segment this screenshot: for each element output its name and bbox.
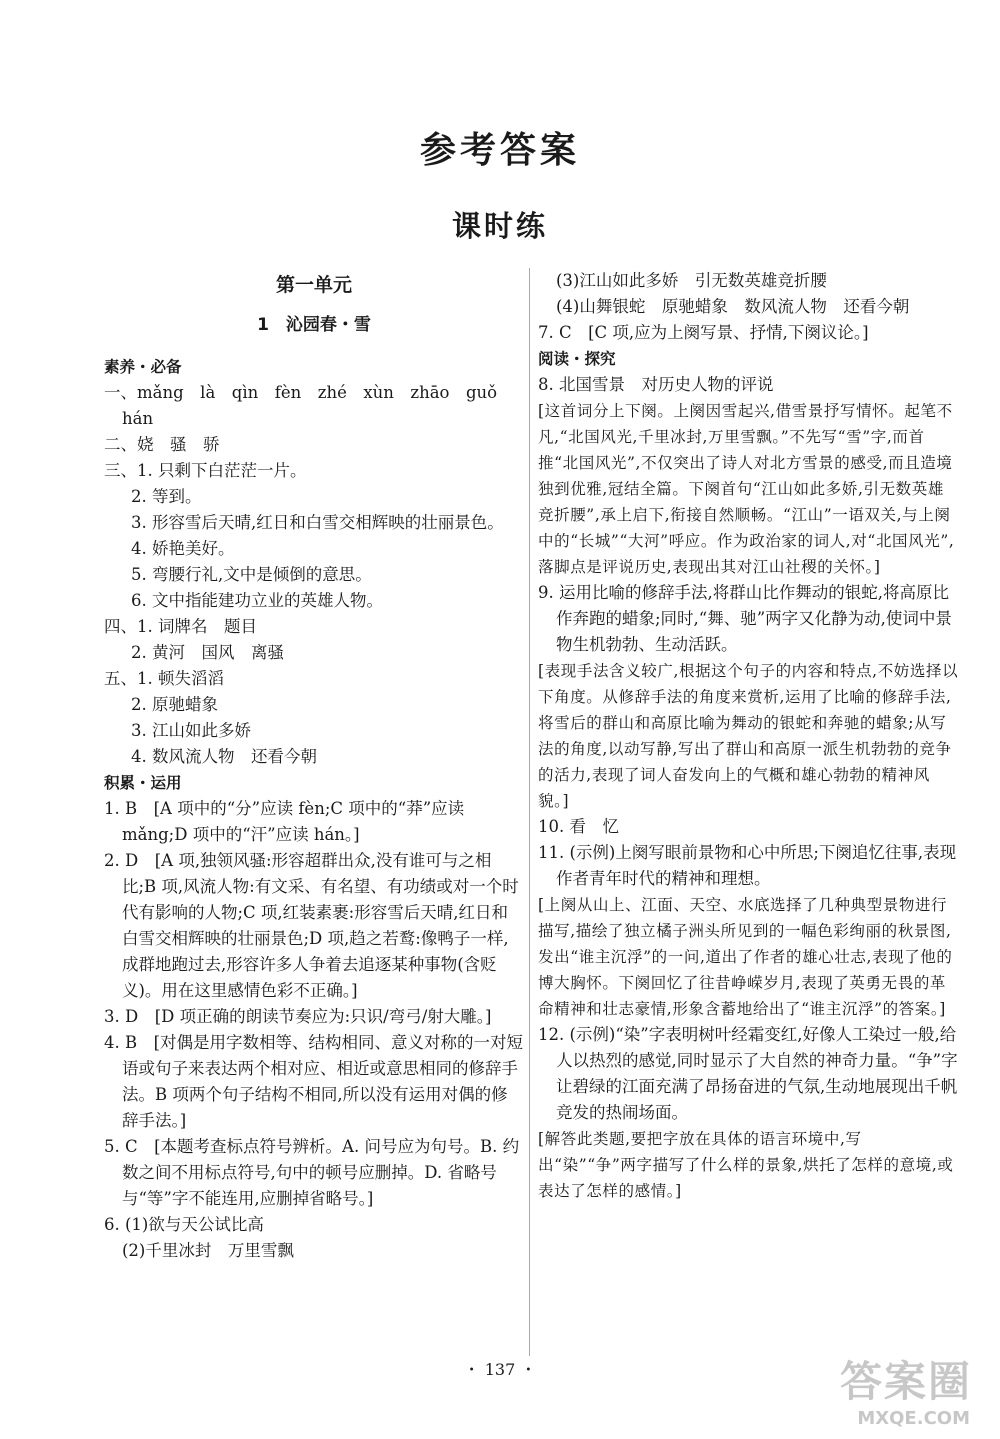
left-answers xyxy=(104,354,524,1264)
answer-line: 二、娆 骚 骄 xyxy=(104,435,220,454)
answer-line: 11. (示例)上阕写眼前景物和心中所思;下阕追忆往事,表现作者青年时代的精神和理想。 xyxy=(538,843,957,888)
answer-line: 三、1. 只剩下白茫茫一片。 xyxy=(104,461,307,480)
answer-line: 2. 等到。 xyxy=(131,487,202,506)
answer-line: 4. 数风流人物 还看今朝 xyxy=(131,747,317,766)
unit-title: 第一单元 xyxy=(275,274,352,296)
answer-line: 3. 江山如此多娇 xyxy=(131,721,251,740)
answer-line: 2. 黄河 国风 离骚 xyxy=(131,643,284,662)
answer-line: (3)江山如此多娇 引无数英雄竞折腰 xyxy=(556,271,827,290)
answer-line: 四、1. 词牌名 题目 xyxy=(104,617,257,636)
answer-line: 3. 形容雪后天晴,红日和白雪交相辉映的壮丽景色。 xyxy=(131,513,504,532)
answer-line: 7. C [C 项,应为上阕写景、抒情,下阕议论。] xyxy=(538,323,869,342)
answer-line: 2. 原驰蜡象 xyxy=(131,695,218,714)
right-answers xyxy=(538,268,960,1204)
answer-line: 2. D [A 项,独领风骚:形容超群出众,没有谁可与之相比;B 项,风流人物:有文采、有名望、有功绩或对一个时代有影响的人物;C 项,红装素裹:形容雪后天晴,红日和白雪交相辉映的壮丽景色;D 项,趋之若鹜:像鸭子一样,成群地跑过去,形容许多人争着去追逐某种事物(含贬义)。用在这里感情色彩不正确。] xyxy=(104,851,519,1000)
answer-line: 4. B [对偶是用字数相等、结构相同、意义对称的一对短语或句子来表达两个相对应、相近或意思相同的修辞手法。B 项两个句子结构不相同,所以没有运用对偶的修辞手法。] xyxy=(104,1033,524,1130)
watermark xyxy=(818,1349,978,1429)
answer-line: 一、mǎng là qìn fèn zhé xùn zhāo guǒ xyxy=(104,383,498,402)
lesson-title: 1 沁园春・雪 xyxy=(257,315,371,335)
answer-line: 4. 娇艳美好。 xyxy=(131,539,235,558)
answer-line: 1. B [A 项中的“分”应读 fèn;C 项中的“莽”应读 mǎng;D 项中的“汗”应读 hán。] xyxy=(104,799,465,844)
answer-line: 8. 北国雪景 对历史人物的评说 xyxy=(538,375,774,394)
section-heading: 素养・必备 xyxy=(104,358,182,376)
answer-line: hán xyxy=(122,409,154,428)
watermark-logo: 答案圈 xyxy=(839,1357,972,1406)
section-heading: 积累・运用 xyxy=(104,774,182,792)
answer-line: (2)千里冰封 万里雪飘 xyxy=(122,1241,294,1260)
explanation: [解答此类题,要把字放在具体的语言环境中,写出“染”“争”两字描写了什么样的景象,烘托了怎样的意境,或表达了怎样的感情。] xyxy=(538,1130,954,1200)
right-column xyxy=(538,268,960,1204)
watermark-url: MXQE.COM xyxy=(857,1408,970,1429)
answer-line: 9. 运用比喻的修辞手法,将群山比作舞动的银蛇,将高原比作奔跑的蜡象;同时,“舞、驰”两字又化静为动,使词中景物生机勃勃、生动活跃。 xyxy=(538,583,952,654)
answer-line: 5. C [本题考查标点符号辨析。A. 问号应为句号。B. 约数之间不用标点符号,句中的顿号应删掉。D. 省略号与“等”字不能连用,应删掉省略号。] xyxy=(104,1137,520,1208)
explanation: [表现手法含义较广,根据这个句子的内容和特点,不妨选择以下角度。从修辞手法的角度来赏析,运用了比喻的修辞手法,将雪后的群山和高原比喻为舞动的银蛇和奔驰的蜡象;从写法的角度,以动写静,写出了群山和高原一派生机勃勃的竞争的活力,表现了词人奋发向上的气概和雄心勃勃的精神风貌。] xyxy=(538,662,959,810)
answer-line: 5. 弯腰行礼,文中是倾倒的意思。 xyxy=(131,565,372,584)
answer-line: 3. D [D 项正确的朗读节奏应为:只识/弯弓/射大雕。] xyxy=(104,1007,492,1026)
answer-line: 6. (1)欲与天公试比高 xyxy=(104,1215,264,1234)
section-heading: 阅读・探究 xyxy=(538,350,616,368)
left-column xyxy=(104,268,524,1264)
column-divider xyxy=(529,268,530,1356)
answer-line: 10. 看 忆 xyxy=(538,817,619,836)
answer-line: (4)山舞银蛇 原驰蜡象 数风流人物 还看今朝 xyxy=(556,297,910,316)
answer-line: 6. 文中指能建功立业的英雄人物。 xyxy=(131,591,383,610)
page-number: ・ 137 ・ xyxy=(463,1360,537,1379)
answer-line: 12. (示例)“染”字表明树叶经霜变红,好像人工染过一般,给人以热烈的感觉,同时显示了大自然的神奇力量。“争”字让碧绿的江面充满了昂扬奋进的气氛,生动地展现出千帆竞发的热闹场面。 xyxy=(538,1025,958,1122)
page-title: 参考答案 xyxy=(419,130,580,171)
answer-line: 五、1. 顿失滔滔 xyxy=(104,669,224,688)
section-title: 课时练 xyxy=(451,209,548,243)
explanation: [上阕从山上、江面、天空、水底选择了几种典型景物进行描写,描绘了独立橘子洲头所见到的一幅色彩绚丽的秋景图,发出“谁主沉浮”的一问,道出了作者的雄心壮志,表现了他的博大胸怀。下阕回忆了往昔峥嵘岁月,表现了英勇无畏的革命精神和壮志豪情,形象含蓄地给出了“谁主沉浮”的答案。] xyxy=(538,896,953,1018)
explanation: [这首词分上下阕。上阕因雪起兴,借雪景抒写情怀。起笔不凡,“北国风光,千里冰封,万里雪飘。”不先写“雪”字,而首推“北国风光”,不仅突出了诗人对北方雪景的感受,而且造境独到优雅,冠结全篇。下阕首句“江山如此多娇,引无数英雄竞折腰”,承上启下,衔接自然顺畅。“江山”一语双关,与上阕中的“长城”“大河”呼应。作为政治家的词人,对“北国风光”,落脚点是评说历史,表现出其对江山社稷的关怀。] xyxy=(538,402,955,576)
